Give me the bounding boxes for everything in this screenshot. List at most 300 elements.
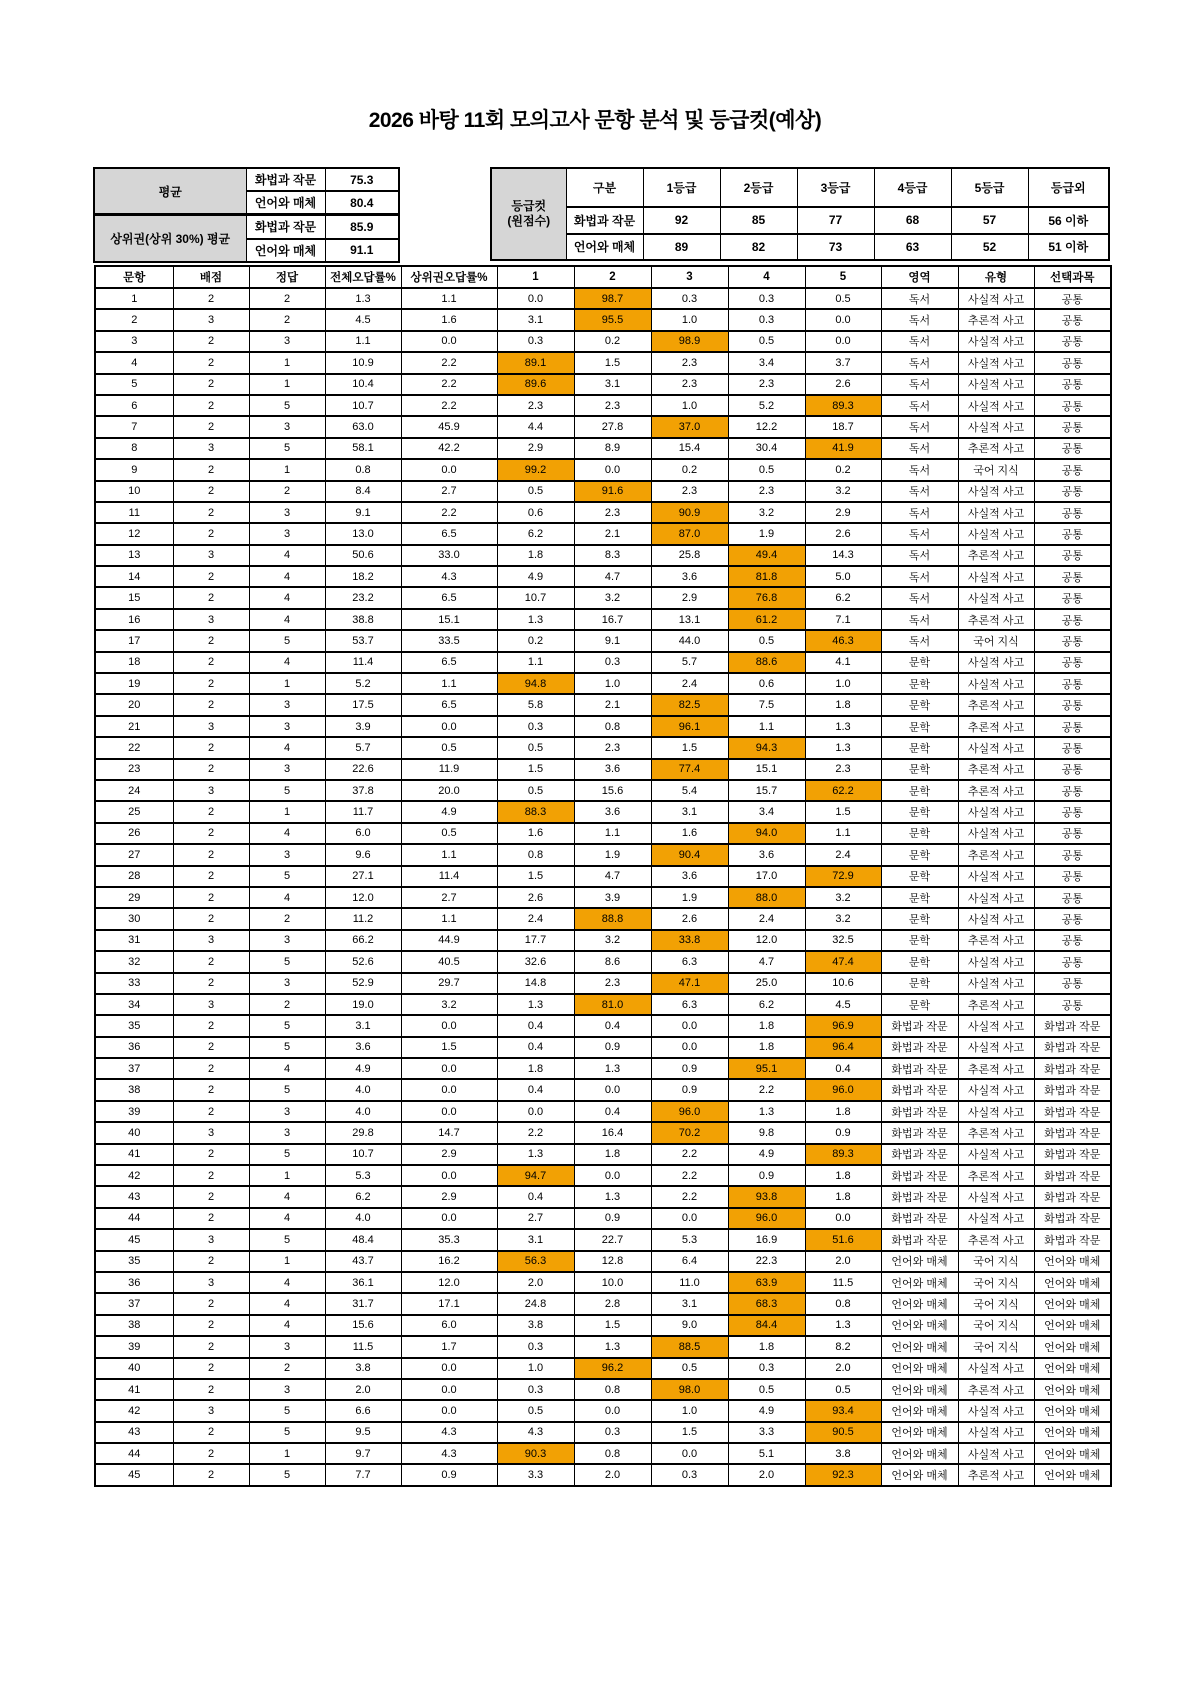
total-wrong-rate-cell: 3.9: [325, 716, 401, 737]
rate-choice-5-cell: 0.4: [805, 1058, 881, 1079]
total-wrong-rate-cell: 11.4: [325, 652, 401, 673]
area-cell: 문학: [881, 759, 958, 780]
points-cell: 3: [173, 309, 249, 330]
answer-cell: 2: [249, 288, 325, 309]
subject-cell: 언어와 매체: [1034, 1422, 1111, 1443]
col-header: 배점: [173, 266, 249, 288]
area-cell: 화법과 작문: [881, 1079, 958, 1100]
answer-cell: 3: [249, 694, 325, 715]
top30-wrong-rate-cell: 0.0: [401, 459, 497, 480]
subject-cell: 공통: [1034, 716, 1111, 737]
rate-choice-1-cell: 2.6: [497, 887, 574, 908]
top30-wrong-rate-cell: 1.7: [401, 1336, 497, 1357]
question-number-cell: 8: [95, 438, 173, 459]
rate-choice-4-cell: 15.1: [728, 759, 805, 780]
top30-wrong-rate-cell: 2.9: [401, 1186, 497, 1207]
col-header: 정답: [249, 266, 325, 288]
total-wrong-rate-cell: 10.7: [325, 395, 401, 416]
type-cell: 사실적 사고: [958, 973, 1034, 994]
rate-choice-5-cell: 1.3: [805, 737, 881, 758]
total-wrong-rate-cell: 7.7: [325, 1464, 401, 1485]
area-cell: 언어와 매체: [881, 1400, 958, 1421]
question-row: [95, 652, 1111, 673]
rate-choice-3-cell: 1.0: [651, 1400, 728, 1421]
question-number-cell: 1: [95, 288, 173, 309]
rate-choice-2-cell: 16.4: [574, 1122, 651, 1143]
rate-choice-3-cell: 5.4: [651, 780, 728, 801]
rate-choice-3-cell: 88.5: [651, 1336, 728, 1357]
type-cell: 사실적 사고: [958, 951, 1034, 972]
area-cell: 화법과 작문: [881, 1122, 958, 1143]
question-number-cell: 36: [95, 1037, 173, 1058]
top30-wrong-rate-cell: 0.0: [401, 1358, 497, 1379]
col-header: 구분: [566, 168, 643, 207]
area-cell: 독서: [881, 545, 958, 566]
answer-cell: 1: [249, 1165, 325, 1186]
points-cell: 2: [173, 1186, 249, 1207]
type-cell: 사실적 사고: [958, 587, 1034, 608]
rate-choice-1-cell: 0.5: [497, 780, 574, 801]
question-row: [95, 1293, 1111, 1314]
question-number-cell: 43: [95, 1422, 173, 1443]
grade-cut-row: [491, 207, 1109, 234]
rate-choice-4-cell: 0.5: [728, 459, 805, 480]
answer-cell: 4: [249, 545, 325, 566]
answer-cell: 3: [249, 759, 325, 780]
average-row: [94, 215, 399, 239]
rate-choice-5-cell: 6.2: [805, 587, 881, 608]
subject-cell: 공통: [1034, 331, 1111, 352]
area-cell: 문학: [881, 673, 958, 694]
top30-wrong-rate-cell: 15.1: [401, 609, 497, 630]
top30-wrong-rate-cell: 0.0: [401, 331, 497, 352]
subject-cell: 공통: [1034, 459, 1111, 480]
points-cell: 2: [173, 1058, 249, 1079]
rate-choice-5-cell: 2.6: [805, 374, 881, 395]
rate-choice-5-cell: 0.2: [805, 459, 881, 480]
area-cell: 독서: [881, 288, 958, 309]
rate-choice-1-cell: 0.4: [497, 1015, 574, 1036]
rate-choice-4-cell: 0.3: [728, 288, 805, 309]
question-row: [95, 416, 1111, 437]
rate-choice-2-cell: 1.8: [574, 1144, 651, 1165]
rate-choice-2-cell: 0.4: [574, 1101, 651, 1122]
answer-cell: 5: [249, 438, 325, 459]
top30-wrong-rate-cell: 2.9: [401, 1144, 497, 1165]
rate-choice-4-cell: 1.1: [728, 716, 805, 737]
subject-label: 언어와 매체: [246, 239, 325, 262]
rate-choice-3-cell: 11.0: [651, 1272, 728, 1293]
area-cell: 문학: [881, 930, 958, 951]
subject-label: 언어와 매체: [246, 191, 325, 215]
question-row: [95, 1079, 1111, 1100]
subject-cell: 언어와 매체: [1034, 1272, 1111, 1293]
rate-choice-1-cell: 3.1: [497, 309, 574, 330]
question-number-cell: 34: [95, 994, 173, 1015]
rate-choice-2-cell: 3.6: [574, 801, 651, 822]
points-cell: 2: [173, 1251, 249, 1272]
question-number-cell: 38: [95, 1315, 173, 1336]
rate-choice-2-cell: 1.9: [574, 844, 651, 865]
average-value: 80.4: [325, 191, 399, 215]
subject-cell: 공통: [1034, 609, 1111, 630]
points-cell: 2: [173, 866, 249, 887]
rate-choice-4-cell: 3.4: [728, 352, 805, 373]
averages-group-label: 평균: [94, 168, 246, 215]
top30-wrong-rate-cell: 0.9: [401, 1464, 497, 1485]
rate-choice-3-cell: 25.8: [651, 545, 728, 566]
rate-choice-1-cell: 5.8: [497, 694, 574, 715]
rate-choice-2-cell: 22.7: [574, 1229, 651, 1250]
total-wrong-rate-cell: 5.2: [325, 673, 401, 694]
main-header-row: [95, 266, 1111, 288]
rate-choice-5-cell: 5.0: [805, 566, 881, 587]
question-number-cell: 5: [95, 374, 173, 395]
area-cell: 문학: [881, 652, 958, 673]
top30-wrong-rate-cell: 16.2: [401, 1251, 497, 1272]
rate-choice-4-cell: 0.5: [728, 1379, 805, 1400]
rate-choice-4-cell: 12.2: [728, 416, 805, 437]
top30-wrong-rate-cell: 1.1: [401, 844, 497, 865]
question-row: [95, 1229, 1111, 1250]
rate-choice-1-cell: 3.8: [497, 1315, 574, 1336]
question-number-cell: 10: [95, 481, 173, 502]
subject-cell: 공통: [1034, 545, 1111, 566]
area-cell: 독서: [881, 309, 958, 330]
rate-choice-3-cell: 33.8: [651, 930, 728, 951]
points-cell: 2: [173, 673, 249, 694]
type-cell: 사실적 사고: [958, 416, 1034, 437]
rate-choice-4-cell: 3.4: [728, 801, 805, 822]
rate-choice-4-cell: 0.9: [728, 1165, 805, 1186]
rate-choice-4-cell: 94.3: [728, 737, 805, 758]
question-row: [95, 288, 1111, 309]
rate-choice-3-cell: 3.1: [651, 801, 728, 822]
rate-choice-5-cell: 89.3: [805, 395, 881, 416]
rate-choice-3-cell: 0.9: [651, 1058, 728, 1079]
rate-choice-5-cell: 0.9: [805, 1122, 881, 1143]
rate-choice-4-cell: 6.2: [728, 994, 805, 1015]
total-wrong-rate-cell: 66.2: [325, 930, 401, 951]
rate-choice-2-cell: 15.6: [574, 780, 651, 801]
area-cell: 문학: [881, 801, 958, 822]
answer-cell: 5: [249, 395, 325, 416]
type-cell: 추론적 사고: [958, 438, 1034, 459]
top30-wrong-rate-cell: 40.5: [401, 951, 497, 972]
total-wrong-rate-cell: 10.9: [325, 352, 401, 373]
rate-choice-1-cell: 0.4: [497, 1186, 574, 1207]
question-row: [95, 523, 1111, 544]
subject-cell: 화법과 작문: [1034, 1079, 1111, 1100]
rate-choice-4-cell: 0.3: [728, 309, 805, 330]
rate-choice-1-cell: 56.3: [497, 1251, 574, 1272]
question-row: [95, 1186, 1111, 1207]
cut-score: 82: [720, 234, 797, 261]
total-wrong-rate-cell: 48.4: [325, 1229, 401, 1250]
total-wrong-rate-cell: 4.0: [325, 1208, 401, 1229]
rate-choice-1-cell: 0.4: [497, 1079, 574, 1100]
subject-cell: 공통: [1034, 652, 1111, 673]
subject-cell: 언어와 매체: [1034, 1443, 1111, 1464]
answer-cell: 4: [249, 1058, 325, 1079]
rate-choice-2-cell: 4.7: [574, 566, 651, 587]
rate-choice-2-cell: 2.3: [574, 502, 651, 523]
rate-choice-2-cell: 8.3: [574, 545, 651, 566]
rate-choice-5-cell: 47.4: [805, 951, 881, 972]
area-cell: 화법과 작문: [881, 1165, 958, 1186]
rate-choice-4-cell: 2.2: [728, 1079, 805, 1100]
answer-cell: 5: [249, 1079, 325, 1100]
rate-choice-3-cell: 0.3: [651, 288, 728, 309]
total-wrong-rate-cell: 1.1: [325, 331, 401, 352]
type-cell: 사실적 사고: [958, 1186, 1034, 1207]
rate-choice-1-cell: 4.3: [497, 1422, 574, 1443]
rate-choice-4-cell: 16.9: [728, 1229, 805, 1250]
type-cell: 사실적 사고: [958, 823, 1034, 844]
question-row: [95, 973, 1111, 994]
area-cell: 화법과 작문: [881, 1101, 958, 1122]
type-cell: 추론적 사고: [958, 694, 1034, 715]
rate-choice-5-cell: 1.1: [805, 823, 881, 844]
area-cell: 독서: [881, 587, 958, 608]
question-number-cell: 27: [95, 844, 173, 865]
top30-wrong-rate-cell: 4.3: [401, 1443, 497, 1464]
answer-cell: 1: [249, 1443, 325, 1464]
subject-cell: 공통: [1034, 951, 1111, 972]
type-cell: 사실적 사고: [958, 1144, 1034, 1165]
area-cell: 화법과 작문: [881, 1186, 958, 1207]
answer-cell: 3: [249, 844, 325, 865]
rate-choice-3-cell: 2.6: [651, 908, 728, 929]
main-table-body: [95, 288, 1111, 1486]
points-cell: 2: [173, 459, 249, 480]
rate-choice-5-cell: 96.4: [805, 1037, 881, 1058]
area-cell: 독서: [881, 395, 958, 416]
subject-cell: 언어와 매체: [1034, 1400, 1111, 1421]
question-row: [95, 1101, 1111, 1122]
area-cell: 언어와 매체: [881, 1422, 958, 1443]
points-cell: 2: [173, 737, 249, 758]
rate-choice-4-cell: 22.3: [728, 1251, 805, 1272]
question-row: [95, 1272, 1111, 1293]
rate-choice-2-cell: 2.3: [574, 737, 651, 758]
rate-choice-2-cell: 2.1: [574, 694, 651, 715]
subject-cell: 공통: [1034, 309, 1111, 330]
points-cell: 2: [173, 652, 249, 673]
rate-choice-5-cell: 8.2: [805, 1336, 881, 1357]
type-cell: 추론적 사고: [958, 609, 1034, 630]
subject-cell: 언어와 매체: [1034, 1251, 1111, 1272]
rate-choice-5-cell: 1.3: [805, 1315, 881, 1336]
answer-cell: 4: [249, 1315, 325, 1336]
top30-wrong-rate-cell: 0.0: [401, 1400, 497, 1421]
question-row: [95, 1015, 1111, 1036]
subject-cell: 화법과 작문: [1034, 1186, 1111, 1207]
rate-choice-5-cell: 1.0: [805, 673, 881, 694]
answer-cell: 4: [249, 566, 325, 587]
rate-choice-2-cell: 2.0: [574, 1464, 651, 1485]
rate-choice-5-cell: 1.5: [805, 801, 881, 822]
subject-label: 화법과 작문: [566, 207, 643, 234]
points-cell: 3: [173, 930, 249, 951]
rate-choice-2-cell: 3.6: [574, 759, 651, 780]
question-number-cell: 16: [95, 609, 173, 630]
grade-cut-table: [490, 167, 1110, 261]
points-cell: 2: [173, 288, 249, 309]
average-value: 75.3: [325, 168, 399, 191]
rate-choice-5-cell: 93.4: [805, 1400, 881, 1421]
answer-cell: 3: [249, 331, 325, 352]
rate-choice-3-cell: 2.9: [651, 587, 728, 608]
rate-choice-1-cell: 1.1: [497, 652, 574, 673]
rate-choice-1-cell: 99.2: [497, 459, 574, 480]
answer-cell: 2: [249, 309, 325, 330]
answer-cell: 2: [249, 994, 325, 1015]
type-cell: 사실적 사고: [958, 908, 1034, 929]
total-wrong-rate-cell: 9.6: [325, 844, 401, 865]
area-cell: 언어와 매체: [881, 1251, 958, 1272]
rate-choice-2-cell: 0.4: [574, 1015, 651, 1036]
type-cell: 사실적 사고: [958, 1422, 1034, 1443]
type-cell: 추론적 사고: [958, 716, 1034, 737]
type-cell: 사실적 사고: [958, 331, 1034, 352]
rate-choice-1-cell: 10.7: [497, 587, 574, 608]
rate-choice-2-cell: 98.7: [574, 288, 651, 309]
rate-choice-2-cell: 3.2: [574, 930, 651, 951]
rate-choice-2-cell: 1.1: [574, 823, 651, 844]
rate-choice-2-cell: 1.0: [574, 673, 651, 694]
type-cell: 사실적 사고: [958, 374, 1034, 395]
rate-choice-1-cell: 1.8: [497, 1058, 574, 1079]
top30-wrong-rate-cell: 11.4: [401, 866, 497, 887]
points-cell: 2: [173, 630, 249, 651]
rate-choice-4-cell: 4.7: [728, 951, 805, 972]
subject-cell: 언어와 매체: [1034, 1358, 1111, 1379]
top30-wrong-rate-cell: 2.2: [401, 502, 497, 523]
rate-choice-4-cell: 0.3: [728, 1358, 805, 1379]
question-number-cell: 41: [95, 1144, 173, 1165]
total-wrong-rate-cell: 5.3: [325, 1165, 401, 1186]
total-wrong-rate-cell: 3.6: [325, 1037, 401, 1058]
rate-choice-4-cell: 93.8: [728, 1186, 805, 1207]
subject-cell: 공통: [1034, 523, 1111, 544]
rate-choice-3-cell: 1.5: [651, 737, 728, 758]
answer-cell: 5: [249, 951, 325, 972]
points-cell: 2: [173, 1443, 249, 1464]
rate-choice-2-cell: 2.3: [574, 973, 651, 994]
total-wrong-rate-cell: 37.8: [325, 780, 401, 801]
total-wrong-rate-cell: 4.0: [325, 1079, 401, 1100]
points-cell: 2: [173, 1208, 249, 1229]
question-row: [95, 1251, 1111, 1272]
points-cell: 2: [173, 502, 249, 523]
rate-choice-1-cell: 90.3: [497, 1443, 574, 1464]
question-row: [95, 716, 1111, 737]
top30-wrong-rate-cell: 45.9: [401, 416, 497, 437]
points-cell: 2: [173, 887, 249, 908]
total-wrong-rate-cell: 12.0: [325, 887, 401, 908]
rate-choice-2-cell: 0.8: [574, 1379, 651, 1400]
subject-cell: 화법과 작문: [1034, 1101, 1111, 1122]
question-number-cell: 15: [95, 587, 173, 608]
question-row: [95, 1208, 1111, 1229]
col-header: 1등급: [643, 168, 720, 207]
question-number-cell: 12: [95, 523, 173, 544]
answer-cell: 3: [249, 523, 325, 544]
total-wrong-rate-cell: 10.4: [325, 374, 401, 395]
question-row: [95, 844, 1111, 865]
points-cell: 2: [173, 1165, 249, 1186]
subject-cell: 언어와 매체: [1034, 1315, 1111, 1336]
rate-choice-5-cell: 3.8: [805, 1443, 881, 1464]
subject-cell: 공통: [1034, 823, 1111, 844]
rate-choice-5-cell: 1.8: [805, 694, 881, 715]
area-cell: 문학: [881, 694, 958, 715]
type-cell: 추론적 사고: [958, 780, 1034, 801]
rate-choice-3-cell: 1.0: [651, 395, 728, 416]
points-cell: 2: [173, 1144, 249, 1165]
answer-cell: 3: [249, 502, 325, 523]
col-header: 영역: [881, 266, 958, 288]
rate-choice-3-cell: 70.2: [651, 1122, 728, 1143]
points-cell: 2: [173, 1101, 249, 1122]
question-row: [95, 1464, 1111, 1485]
col-header: 선택과목: [1034, 266, 1111, 288]
rate-choice-2-cell: 16.7: [574, 609, 651, 630]
area-cell: 독서: [881, 481, 958, 502]
top30-wrong-rate-cell: 11.9: [401, 759, 497, 780]
question-row: [95, 1336, 1111, 1357]
subject-cell: 공통: [1034, 994, 1111, 1015]
question-row: [95, 309, 1111, 330]
rate-choice-4-cell: 3.3: [728, 1422, 805, 1443]
type-cell: 사실적 사고: [958, 652, 1034, 673]
subject-cell: 공통: [1034, 930, 1111, 951]
question-row: [95, 566, 1111, 587]
rate-choice-1-cell: 17.7: [497, 930, 574, 951]
answer-cell: 4: [249, 1272, 325, 1293]
points-cell: 2: [173, 1464, 249, 1485]
rate-choice-5-cell: 51.6: [805, 1229, 881, 1250]
top30-wrong-rate-cell: 2.2: [401, 395, 497, 416]
subject-cell: 공통: [1034, 502, 1111, 523]
question-row: [95, 780, 1111, 801]
area-cell: 문학: [881, 737, 958, 758]
question-number-cell: 44: [95, 1443, 173, 1464]
top30-wrong-rate-cell: 4.3: [401, 566, 497, 587]
points-cell: 2: [173, 1379, 249, 1400]
total-wrong-rate-cell: 27.1: [325, 866, 401, 887]
rate-choice-2-cell: 0.9: [574, 1037, 651, 1058]
rate-choice-2-cell: 3.2: [574, 587, 651, 608]
type-cell: 사실적 사고: [958, 395, 1034, 416]
total-wrong-rate-cell: 11.2: [325, 908, 401, 929]
type-cell: 추론적 사고: [958, 759, 1034, 780]
rate-choice-3-cell: 0.2: [651, 459, 728, 480]
points-cell: 3: [173, 438, 249, 459]
points-cell: 3: [173, 1272, 249, 1293]
points-cell: 2: [173, 908, 249, 929]
rate-choice-3-cell: 1.6: [651, 823, 728, 844]
rate-choice-1-cell: 4.4: [497, 416, 574, 437]
area-cell: 독서: [881, 523, 958, 544]
subject-cell: 공통: [1034, 481, 1111, 502]
rate-choice-4-cell: 1.9: [728, 523, 805, 544]
area-cell: 독서: [881, 374, 958, 395]
rate-choice-5-cell: 4.1: [805, 652, 881, 673]
rate-choice-2-cell: 4.7: [574, 866, 651, 887]
top30-wrong-rate-cell: 3.2: [401, 994, 497, 1015]
